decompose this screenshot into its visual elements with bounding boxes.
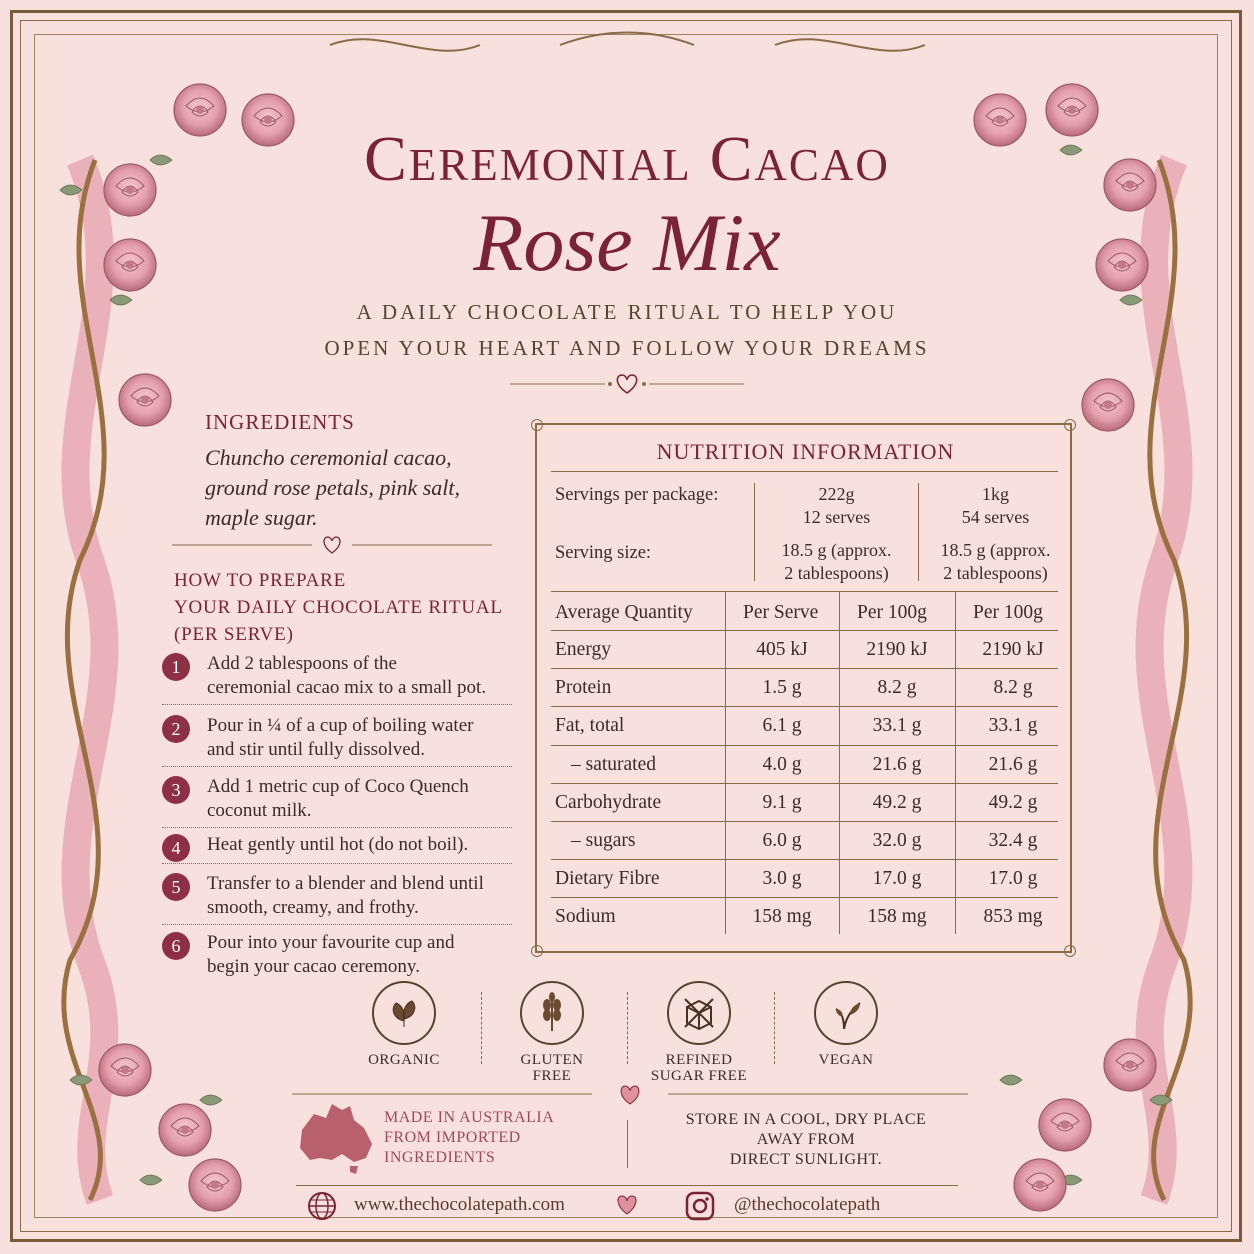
divider xyxy=(627,1120,628,1168)
nutrient-name: Energy xyxy=(555,639,611,660)
step-text: and stir until fully dissolved. xyxy=(207,739,425,760)
nutrition-heading: NUTRITION INFORMATION xyxy=(656,439,955,464)
step-text: ceremonial cacao mix to a small pot. xyxy=(207,677,487,698)
ingredients-line: ground rose petals, pink salt, xyxy=(205,475,461,500)
nutrient-name: Carbohydrate xyxy=(555,791,662,813)
origin-line: INGREDIENTS xyxy=(384,1149,496,1166)
nutrient-value: 8.2 g xyxy=(993,677,1033,699)
prepare-heading-line: HOW TO PREPARE xyxy=(174,570,347,591)
prepare-heading xyxy=(174,567,503,648)
step-text: smooth, creamy, and frothy. xyxy=(207,897,419,918)
nutrient-value: 32.4 g xyxy=(988,830,1038,851)
nutrient-name: – saturated xyxy=(571,753,657,775)
step-number: 5 xyxy=(162,873,190,901)
step-item xyxy=(162,931,512,983)
step-number: 2 xyxy=(162,715,190,743)
divider xyxy=(551,668,1058,669)
storage-text xyxy=(666,1110,946,1170)
badge-label-text: GLUTEN xyxy=(520,1052,584,1068)
badge-label xyxy=(776,1052,916,1068)
badge-label-text: SUGAR FREE xyxy=(650,1068,748,1084)
step-item xyxy=(162,833,512,864)
step-text: Heat gently until hot (do not boil). xyxy=(207,834,469,855)
origin-line: MADE IN AUSTRALIA xyxy=(384,1109,555,1126)
nutrient-value: 2190 kJ xyxy=(982,639,1044,660)
badge-label-text: VEGAN xyxy=(818,1052,874,1068)
nutrient-value: 6.1 g xyxy=(762,715,802,737)
pack-a-serving: 2 tablespoons) xyxy=(784,563,889,583)
nutrient-value: 17.0 g xyxy=(988,868,1038,890)
pack-b-serves: 54 serves xyxy=(961,507,1030,527)
divider xyxy=(551,821,1058,822)
pack-b-info xyxy=(919,483,1072,585)
nutrient-value: 158 mg xyxy=(752,906,812,928)
column-header: Per Serve xyxy=(743,602,819,623)
website-link[interactable]: www.thechocolatepath.com xyxy=(354,1194,565,1215)
step-item xyxy=(162,714,512,767)
nutrient-value: 4.0 g xyxy=(762,753,802,775)
nutrient-value: 9.1 g xyxy=(762,791,802,813)
badge-label-text: ORGANIC xyxy=(368,1052,440,1068)
heart-divider xyxy=(510,372,744,396)
subtitle-line-2: OPEN YOUR HEART AND FOLLOW YOUR DREAMS xyxy=(324,336,930,360)
nutrient-name: Protein xyxy=(555,677,612,699)
nutrient-value: 405 kJ xyxy=(756,639,808,660)
prepare-heading-line: (PER SERVE) xyxy=(174,624,294,645)
wheat-icon xyxy=(522,983,582,1043)
nutrient-value: 6.0 g xyxy=(762,830,802,851)
nutrient-value: 33.1 g xyxy=(872,715,922,737)
nutrient-value: 8.2 g xyxy=(877,677,917,699)
gluten-free-badge xyxy=(520,981,584,1045)
origin-text xyxy=(384,1108,554,1168)
instagram-icon xyxy=(684,1190,716,1222)
divider xyxy=(551,897,1058,898)
heart-divider xyxy=(292,1084,968,1108)
nutrient-value: 21.6 g xyxy=(988,753,1038,775)
corner-ornament xyxy=(531,419,543,431)
corner-ornament xyxy=(1064,419,1076,431)
nutrient-value: 32.0 g xyxy=(872,830,922,851)
step-number: 6 xyxy=(162,932,190,960)
nutrient-value: 49.2 g xyxy=(988,791,1038,813)
instagram-handle[interactable]: @thechocolatepath xyxy=(734,1194,881,1215)
pack-a-size: 222g xyxy=(818,484,855,504)
prepare-heading-line: YOUR DAILY CHOCOLATE RITUAL xyxy=(174,597,503,618)
globe-icon xyxy=(306,1190,338,1222)
nutrient-name: Dietary Fibre xyxy=(555,868,660,890)
servings-label: Servings per package: xyxy=(555,485,719,505)
divider xyxy=(551,783,1058,784)
divider xyxy=(839,591,840,934)
nutrient-value: 3.0 g xyxy=(762,868,802,890)
column-header: Per 100g xyxy=(973,602,1043,623)
badge-label xyxy=(334,1052,474,1068)
divider xyxy=(551,471,1058,472)
step-text: Transfer to a blender and blend until xyxy=(207,873,484,894)
leaves-icon xyxy=(374,983,434,1043)
corner-ornament xyxy=(531,945,543,957)
step-text: Add 1 metric cup of Coco Quench xyxy=(207,776,469,797)
divider xyxy=(551,745,1058,746)
divider xyxy=(774,992,775,1064)
sugar-cube-icon xyxy=(669,983,729,1043)
sprout-icon xyxy=(816,983,876,1043)
divider xyxy=(725,591,726,934)
pack-a-serving: 18.5 g (approx. xyxy=(781,540,892,560)
divider xyxy=(481,992,482,1064)
nutrient-value: 1.5 g xyxy=(762,677,802,699)
divider xyxy=(955,591,956,934)
nutrient-name: Fat, total xyxy=(555,715,625,737)
nutrient-value: 2190 kJ xyxy=(866,639,928,660)
nutrient-value: 33.1 g xyxy=(988,715,1038,737)
refined-sugar-free-badge xyxy=(667,981,731,1045)
pack-b-size: 1kg xyxy=(982,484,1009,504)
pack-a-serves: 12 serves xyxy=(802,507,871,527)
divider xyxy=(551,859,1058,860)
nutrition-panel xyxy=(535,423,1072,953)
step-item xyxy=(162,775,512,828)
title-line-1: Ceremonial Cacao xyxy=(364,123,890,194)
divider xyxy=(551,591,1058,592)
subtitle-line-1: A DAILY CHOCOLATE RITUAL TO HELP YOU xyxy=(356,300,898,324)
serving-size-label: Serving size: xyxy=(555,543,652,563)
ingredients-line: Chuncho ceremonial cacao, xyxy=(205,445,452,470)
pack-b-serving: 2 tablespoons) xyxy=(943,563,1048,583)
badge-label xyxy=(629,1052,769,1084)
badge-label xyxy=(482,1052,622,1084)
step-item xyxy=(162,872,512,925)
column-header: Average Quantity xyxy=(555,602,693,623)
nutrient-name: Sodium xyxy=(555,906,616,928)
step-text: begin your cacao ceremony. xyxy=(207,956,420,977)
step-number: 1 xyxy=(162,653,190,681)
step-text: Pour into your favourite cup and xyxy=(207,932,455,953)
ingredients-line: maple sugar. xyxy=(205,505,318,530)
step-number: 4 xyxy=(162,834,190,862)
ingredients-text xyxy=(205,443,460,533)
step-text: coconut milk. xyxy=(207,800,312,821)
step-number: 3 xyxy=(162,776,190,804)
divider xyxy=(551,706,1058,707)
australia-map-icon xyxy=(292,1100,378,1176)
step-text: Pour in ¼ of a cup of boiling water xyxy=(207,715,474,736)
divider xyxy=(551,630,1058,631)
corner-ornament xyxy=(1064,945,1076,957)
ingredients-heading: INGREDIENTS xyxy=(205,410,355,434)
storage-line: STORE IN A COOL, DRY PLACE xyxy=(685,1111,927,1128)
nutrient-name: – sugars xyxy=(571,830,636,851)
nutrient-value: 158 mg xyxy=(867,906,927,928)
pack-a-info xyxy=(755,483,918,585)
heart-icon xyxy=(614,1194,640,1216)
storage-line: AWAY FROM xyxy=(756,1131,856,1148)
nutrient-value: 49.2 g xyxy=(872,791,922,813)
step-text: Add 2 tablespoons of the xyxy=(207,653,397,674)
title-line-2: Rose Mix xyxy=(473,197,781,288)
divider xyxy=(296,1185,958,1186)
origin-line: FROM IMPORTED xyxy=(384,1129,521,1146)
badge-label-text: REFINED xyxy=(665,1052,733,1068)
nutrient-value: 853 mg xyxy=(983,906,1043,928)
heart-divider xyxy=(172,535,492,555)
nutrient-value: 17.0 g xyxy=(872,868,922,890)
badge-label-text: FREE xyxy=(532,1068,572,1084)
nutrient-value: 21.6 g xyxy=(872,753,922,775)
divider xyxy=(627,992,628,1064)
organic-badge xyxy=(372,981,436,1045)
storage-line: DIRECT SUNLIGHT. xyxy=(729,1151,883,1168)
step-item xyxy=(162,652,512,705)
vegan-badge xyxy=(814,981,878,1045)
column-header: Per 100g xyxy=(857,602,927,623)
pack-b-serving: 18.5 g (approx. xyxy=(940,540,1051,560)
